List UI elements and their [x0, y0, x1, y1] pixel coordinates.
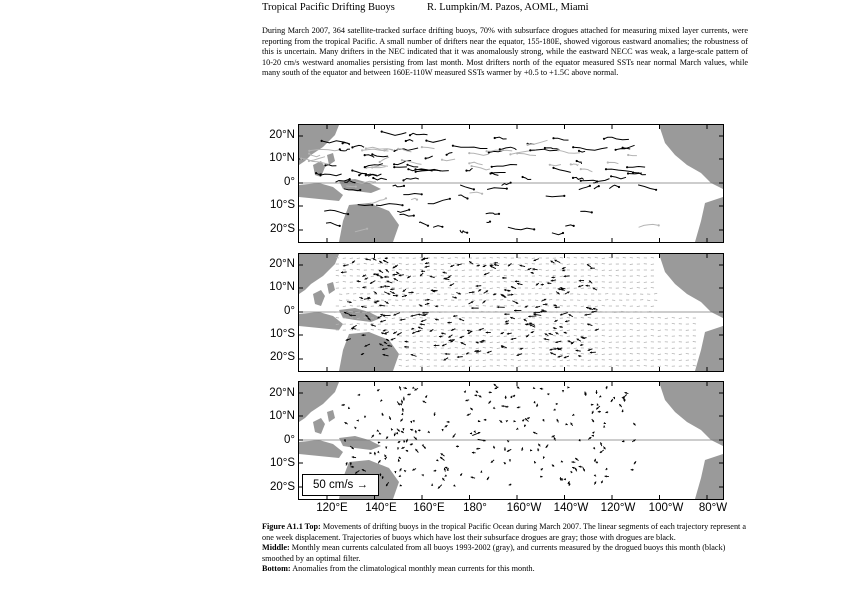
map-panel-trajectories	[298, 124, 724, 243]
caption-top	[262, 522, 748, 543]
lon-label: 140°W	[553, 502, 589, 514]
page-header	[262, 2, 762, 13]
caption-middle	[262, 543, 748, 564]
caption-bottom	[262, 564, 748, 575]
caption-bottom-text: Anomalies from the climatological monthly mean currents for this month.	[290, 564, 535, 574]
figure-title: Tropical Pacific Drifting Buoys	[262, 2, 395, 13]
lat-label: 0°	[284, 434, 295, 446]
lat-label: 10°N	[269, 281, 295, 293]
lat-label: 10°S	[269, 328, 295, 340]
lat-label: 20°S	[269, 351, 295, 363]
lon-label: 140°E	[365, 502, 397, 514]
lat-label: 0°	[284, 305, 295, 317]
lon-label: 120°E	[316, 502, 348, 514]
lon-label: 120°W	[600, 502, 636, 514]
lat-label: 10°N	[269, 152, 295, 164]
lat-label: 20°S	[269, 223, 295, 235]
lon-label: 80°W	[698, 502, 728, 514]
lat-label: 20°N	[269, 129, 295, 141]
caption-middle-label: Middle:	[262, 543, 290, 553]
lat-label: 20°S	[269, 481, 295, 493]
lon-label: 160°W	[506, 502, 542, 514]
lat-label: 20°N	[269, 387, 295, 399]
scale-arrow-legend: 50 cm/s →	[302, 474, 379, 496]
lat-label: 10°N	[269, 410, 295, 422]
figure-authors: R. Lumpkin/M. Pazos, AOML, Miami	[427, 2, 589, 13]
map-panel-mean-currents	[298, 253, 724, 372]
lon-label: 180°	[463, 502, 487, 514]
lon-label: 100°W	[648, 502, 684, 514]
caption-middle-text: Monthly mean currents calculated from all buoys 1993-2002 (gray), and currents measured by the drogued buoys this month (black) smoothed by an optimal filter.	[262, 543, 726, 563]
caption-fig-label: Figure A1.1 Top:	[262, 522, 321, 531]
caption-fig-text: Movements of drifting buoys in the tropical Pacific Ocean during March 2007. The linear segments of each trajectory represent a one week displacement. Trajectories of buoys which have lost their subsurface drogues are gray; those with drogues are black.	[262, 522, 746, 542]
intro-paragraph: During March 2007, 364 satellite-tracked surface drifting buoys, 70% with subsurface drogues attached for measuring mixed layer currents, were reporting from the tropical Pacific. A small number of drifters near the equator, 155-180E, showed vigorous eastward anomalies; the robustness of this is uncertain. Many drifters in the NEC indicated that it was anomalously strong, while the eastward NECC was weak, a large-scale pattern of 10-20 cm/s westward anomalies persisting from last month. Most drifters north of the equator measured SSTs near normal March values, while many south of the equator and between 160E-110W measured SSTs warmer by +0.5 to +1.5C above normal.	[262, 26, 748, 78]
caption-bottom-label: Bottom:	[262, 564, 291, 574]
lat-label: 10°S	[269, 199, 295, 211]
lat-label: 20°N	[269, 258, 295, 270]
figure-caption	[262, 522, 748, 575]
lon-label: 160°E	[413, 502, 445, 514]
lat-label: 0°	[284, 176, 295, 188]
lat-label: 10°S	[269, 457, 295, 469]
